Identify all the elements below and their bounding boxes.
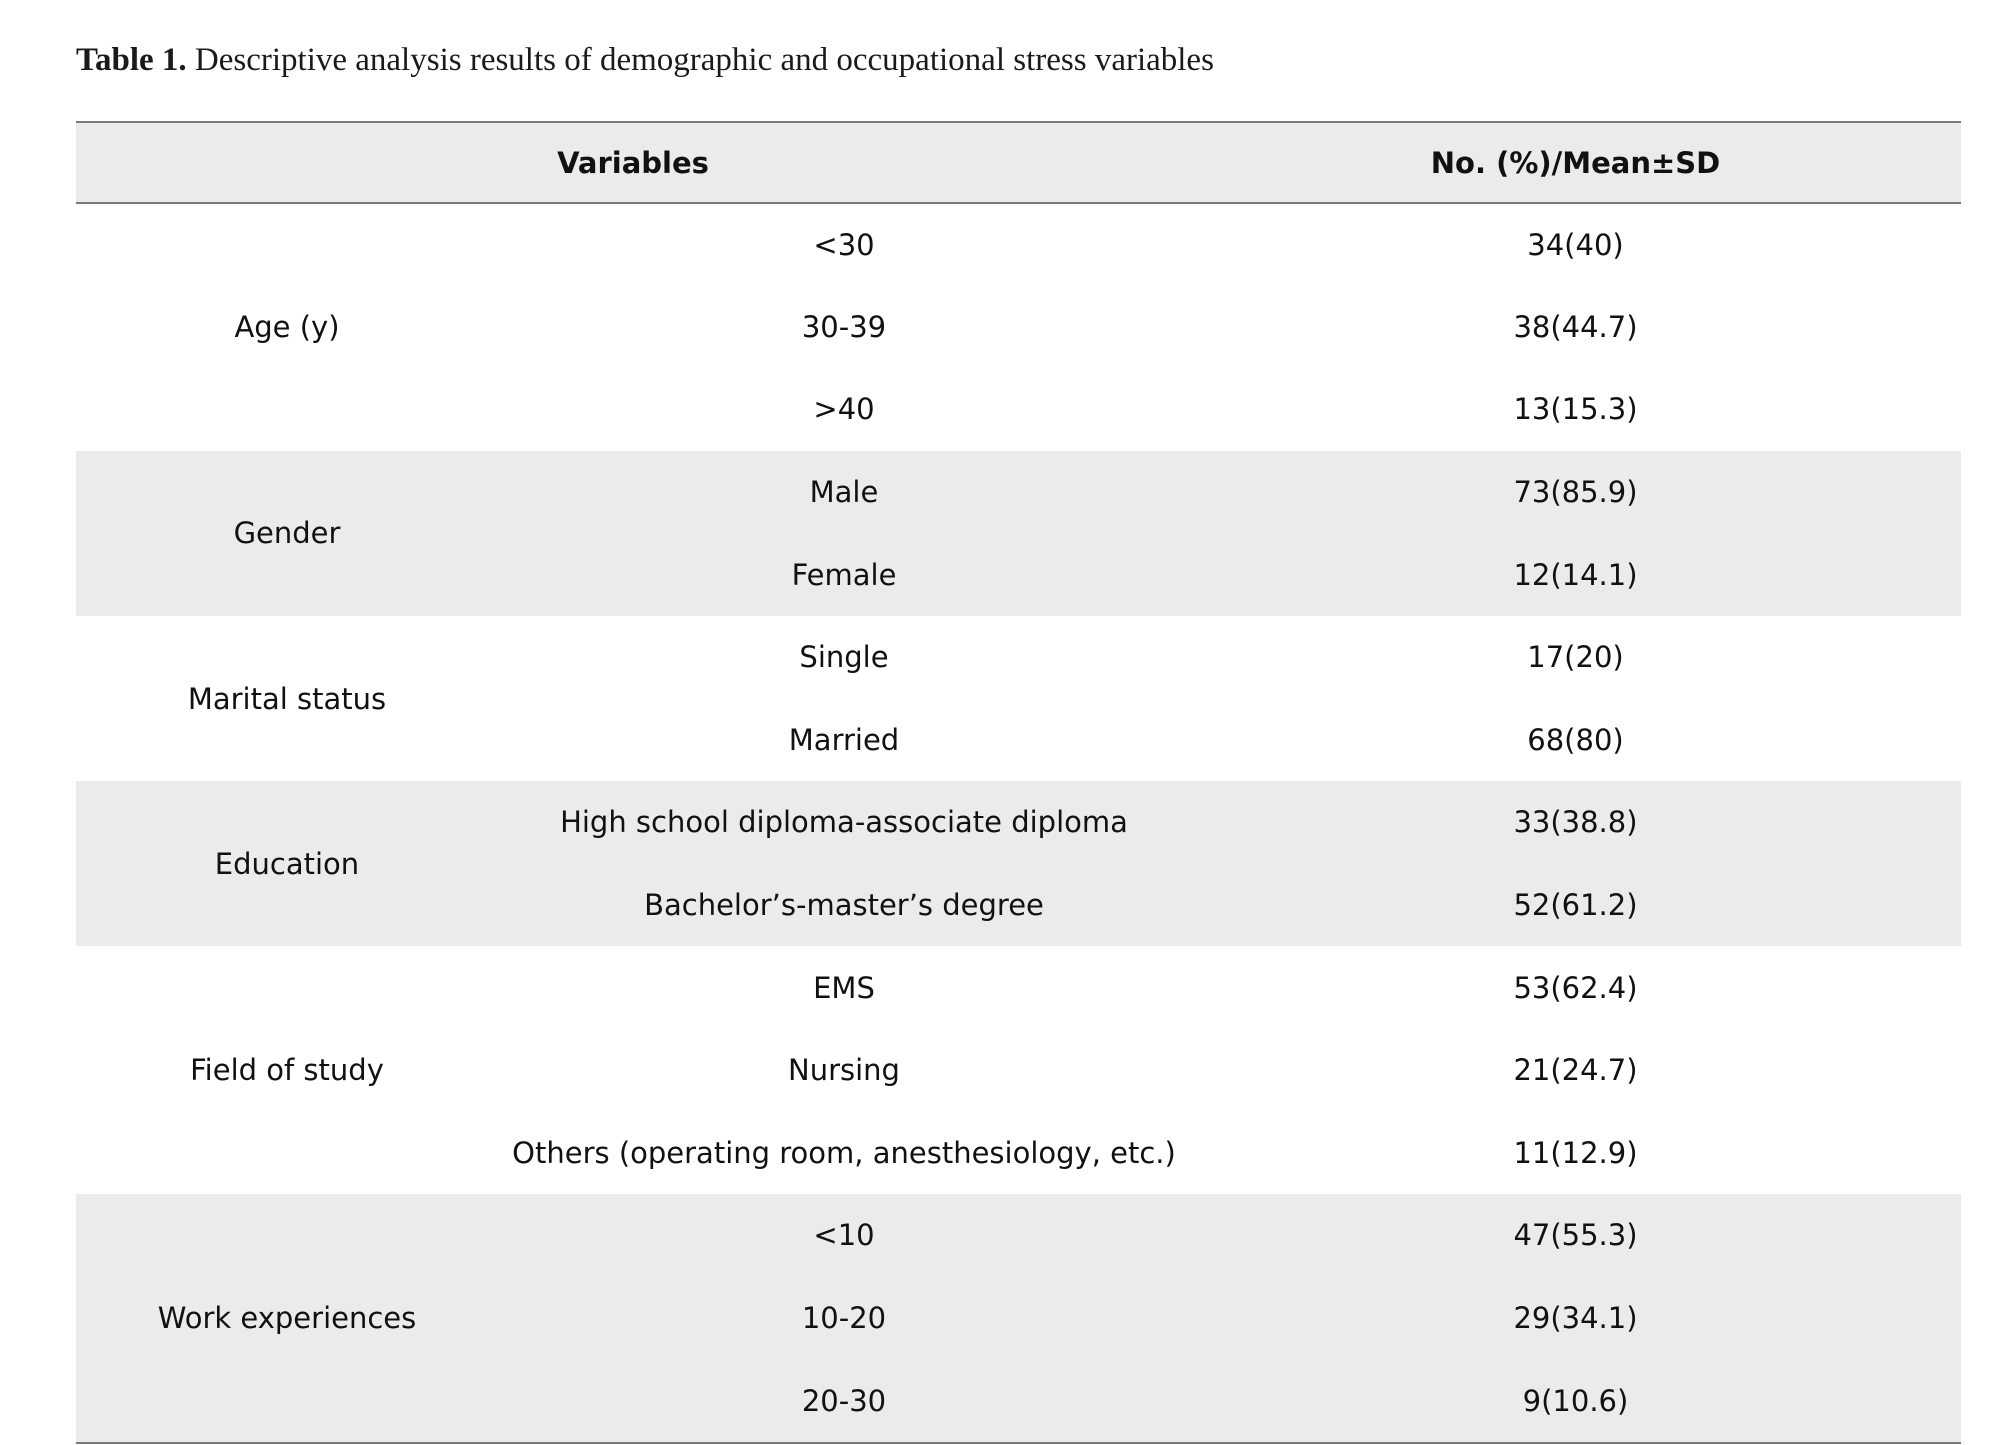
- value-cell: 33(38.8): [1513, 805, 1638, 840]
- header-row: [76, 123, 1961, 203]
- value-cell: 17(20): [1527, 640, 1624, 675]
- value-cell: 12(14.1): [1513, 557, 1638, 592]
- category-cell: Married: [788, 722, 900, 757]
- value-cell: 13(15.3): [1513, 392, 1638, 427]
- category-cell: Male: [809, 475, 879, 510]
- group-gender: [76, 451, 1961, 616]
- group-work-experiences: [76, 1194, 1961, 1442]
- caption-text: Descriptive analysis results of demographic and occupational stress variables: [194, 42, 1214, 78]
- category-cell: <10: [813, 1218, 875, 1253]
- value-cell: 34(40): [1527, 227, 1624, 262]
- value-cell: 47(55.3): [1513, 1218, 1638, 1253]
- group-field-of-study: [76, 946, 1961, 1194]
- table-row: [76, 451, 1961, 534]
- header-value: No. (%)/Mean±SD: [1190, 123, 1961, 203]
- category-cell: Others (operating room, anesthesiology, etc.): [512, 1135, 1176, 1170]
- value-cell: 29(34.1): [1513, 1301, 1638, 1336]
- category-cell: <30: [813, 227, 875, 262]
- table-row: [76, 1194, 1961, 1277]
- table-row: [76, 203, 1961, 286]
- table-header: [76, 123, 1961, 203]
- variable-name: Education: [214, 846, 360, 881]
- value-cell: 21(24.7): [1513, 1053, 1638, 1088]
- value-cell: 73(85.9): [1513, 475, 1638, 510]
- variable-name: Work experiences: [157, 1301, 417, 1336]
- category-cell: EMS: [813, 970, 875, 1005]
- category-cell: 20-30: [801, 1383, 887, 1418]
- category-cell: Bachelor’s-master’s degree: [644, 888, 1044, 923]
- data-table: [76, 123, 1961, 1442]
- variable-name: Age (y): [234, 310, 340, 345]
- group-marital-status: [76, 616, 1961, 781]
- value-cell: 53(62.4): [1513, 970, 1638, 1005]
- category-cell: High school diploma-associate diploma: [560, 805, 1128, 840]
- category-cell: Single: [799, 640, 889, 675]
- value-cell: 11(12.9): [1513, 1135, 1638, 1170]
- variable-name: Gender: [233, 516, 341, 551]
- group-education: [76, 781, 1961, 946]
- value-cell: 52(61.2): [1513, 888, 1638, 923]
- value-cell: 68(80): [1527, 722, 1624, 757]
- table-row: [76, 946, 1961, 1029]
- header-variables: Variables: [76, 123, 1190, 203]
- value-cell: 9(10.6): [1522, 1383, 1629, 1418]
- category-cell: 30-39: [801, 309, 887, 344]
- caption-label: Table 1.: [76, 42, 187, 78]
- descriptive-table: [76, 121, 1961, 1444]
- table-caption: [76, 42, 1214, 79]
- category-cell: >40: [813, 392, 875, 427]
- value-cell: 38(44.7): [1513, 309, 1638, 344]
- table-row: [76, 781, 1961, 864]
- variable-name: Marital status: [187, 681, 387, 716]
- category-cell: Nursing: [788, 1053, 900, 1088]
- category-cell: 10-20: [801, 1301, 887, 1336]
- category-cell: Female: [791, 557, 897, 592]
- variable-name: Field of study: [190, 1053, 384, 1088]
- table-row: [76, 616, 1961, 699]
- group-age: [76, 203, 1961, 451]
